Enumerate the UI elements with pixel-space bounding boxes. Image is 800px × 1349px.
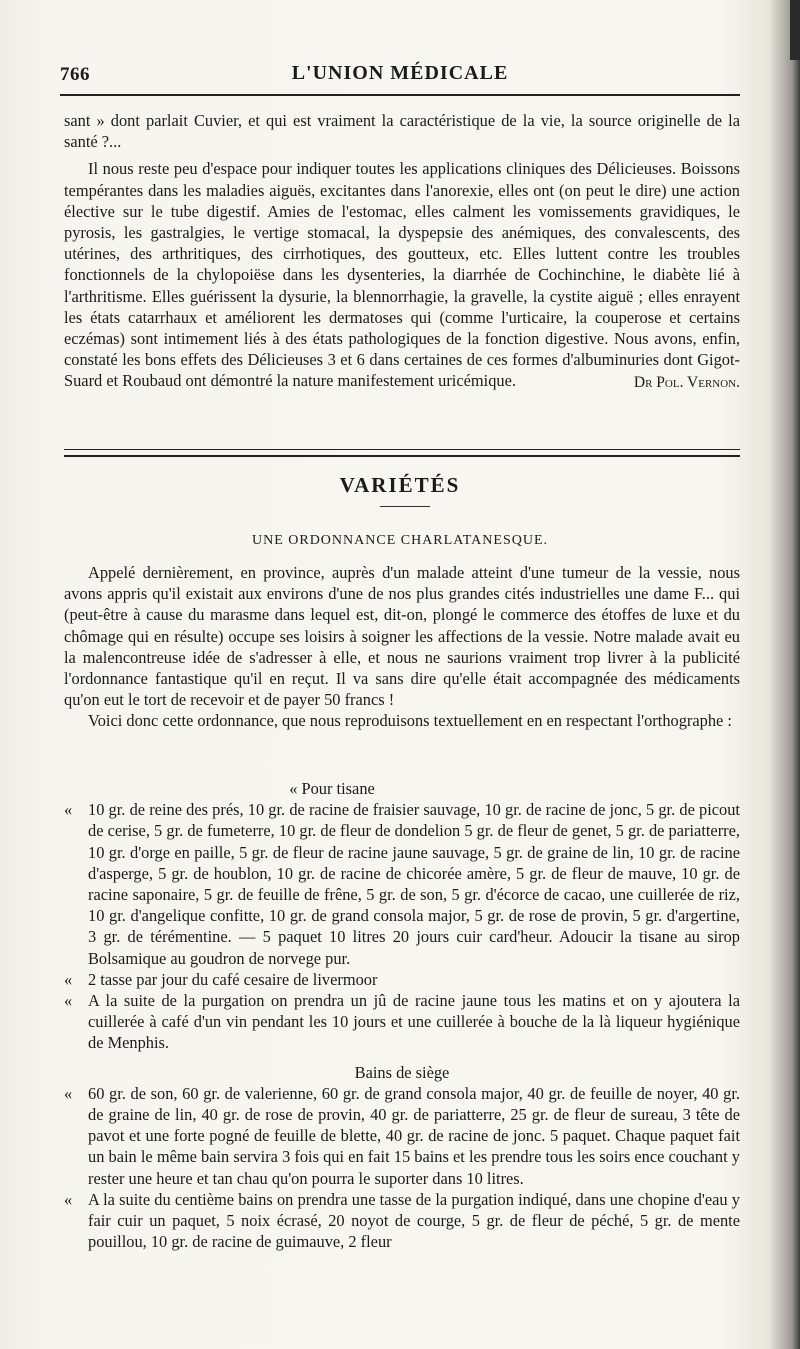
quote-mark: « [64, 969, 73, 989]
header-rule [60, 94, 740, 96]
previous-article-paragraph-2: Il nous reste peu d'espace pour indiquer toutes les applications cliniques des Délicieuses. Boissons tempérantes dans les maladies aiguës, excitantes dans l'anorexie, elles ont (on peut le dire) une action élective sur le tube digestif. Amies de l'estomac, elles calment les vomissements gravidiques, le pyrosis, les gastralgies, le vertige stomacal, la dyspepsie des anémiques, des convalescents, des utérines, des arthritiques, des cirrhotiques, des goutteux, etc. Elles luttent contre les troubles fonctionnels de la chylopoiëse dans les dysenteries, la diarrhée de Cochinchine, le diabète lié à l'arthritisme. Elles guérissent la dysurie, la blennorrhagie, la gravelle, la cystite aiguë ; elles enrayent les états catarrhaux et améliorent les dermatoses qui (comme l'urticaire, la couperose et certains eczémas) sont intimement liés à des états pathologiques de la fonction digestive. Nous avons, enfin, constaté les bons effets des Délicieuses 3 et 6 dans certaines de ces formes d'albuminuries dont Gigot-Suard et Roubaud ont démontré la nature manifestement uricémique. [64, 159, 740, 391]
article-paragraph-2: Voici donc cette ordonnance, que nous reproduisons textuellement en en respectant l'orthographe : [88, 711, 732, 731]
quote-mark: « [64, 1083, 73, 1103]
heading-tisane: « Pour tisane [289, 779, 375, 798]
quote-mark: « [64, 800, 73, 820]
section-divider [64, 449, 740, 457]
article-title: UNE ORDONNANCE CHARLATANESQUE. [251, 533, 549, 548]
running-head: L'UNION MÉDICALE [291, 62, 509, 84]
purgation-content: A la suite de la purgation on prendra un jû de racine jaune tous les matins et on y ajoutera la cuillerée à café d'un vin pendant les 10 jours et une cuillerée à bouche de la là liqueur hygiénique de Menphis. [88, 991, 740, 1053]
heading-bains: Bains de siège [354, 1062, 450, 1082]
centieme-content: A la suite du centième bains on prendra une tasse de la purgation indiqué, dans une chopine d'eau y fair cuir un paquet, 5 noix écrasé, 20 noyot de courge, 5 gr. de fleur de péché, 5 gr. de mente pouillou, 10 gr. de racine de guimauve, 2 fleur [88, 1189, 740, 1252]
previous-article-paragraph-1: sant » dont parlait Cuvier, et qui est vraiment la caractéristique de la vie, la source originelle de la santé ?... [64, 111, 740, 152]
cafe-content: 2 tasse par jour du café cesaire de livermoor [88, 969, 378, 989]
tisane-content: 10 gr. de reine des prés, 10 gr. de racine de fraisier sauvage, 10 gr. de racine de jonc, 5 gr. de picout de cerise, 5 gr. de fumeterre, 10 gr. de fleur de dondelion 5 gr. de fleur de genet, 5 gr. de pariatterre, 10 gr. d'orge en paille, 5 gr. de fleur de racine jaune sauvage, 5 gr. de graine de lin, 10 gr. de racine d'asperge, 5 gr. de houblon, 10 gr. de racine de chicorée amère, 5 gr. de fleur de mauve, 10 gr. de racine saponaire, 5 gr. de feuille de frêne, 5 gr. de son, 5 gr. d'écorce de cacao, une cuillerée de riz, 10 gr. d'angelique confitte, 10 gr. de grand consola major, 5 gr. de rose de provin, 5 gr. d'argertine, 3 gr. de térémentine. — 5 paquet 10 litres 20 jours cuir card'heur. Adoucir la tisane au sirop Bolsamique au goudron de norvege pur. [88, 800, 740, 968]
quote-mark: « [64, 1189, 73, 1209]
cafe-text [64, 969, 740, 990]
title-underline [380, 506, 430, 507]
prescription [64, 778, 740, 1252]
signature: Dr Pol. Vernon. [633, 373, 740, 391]
tisane-text [64, 799, 740, 969]
page-number: 766 [60, 64, 90, 85]
section-title: VARIÉTÉS [339, 473, 461, 497]
previous-article [64, 110, 740, 393]
bains-text [64, 1083, 740, 1189]
article-body [64, 562, 740, 732]
page-edge-shadow [790, 0, 800, 60]
article-paragraph-1: Appelé dernièrement, en province, auprès d'un malade atteint d'une tumeur de la vessie, nous avons appris qu'il existait aux environs d'une de nos plus grandes cités industrielles une dame F... qui (peut-être à cause du marasme dans lequel est, dit-on, plongé le commerce des étoffes de luxe et du chômage qui en résulte) occupe ses loisirs à soigner les affections de la vessie. Notre malade avait eu la malencontreuse idée de s'adresser à elle, et nous ne saurions vraiment trop livrer à la publicité l'ordonnance fantastique qu'il en reçut. Il va sans dire qu'elle était accompagnée des médicaments qu'on eut le tort de recevoir et de payer 50 francs ! [64, 563, 740, 710]
bains-content: 60 gr. de son, 60 gr. de valerienne, 60 gr. de grand consola major, 40 gr. de feuille de noyer, 40 gr. de graine de lin, 40 gr. de rose de provin, 40 gr. de pariatterre, 25 gr. de fleur de sureau, 3 tête de pavot et une forte pogné de feuille de blette, 40 gr. de racine de jonc. 5 paquet. Chaque paquet fait un bain le même bain servira 3 fois qui en fait 15 bains et les prendre tous les soirs ence couchant y rester une heure et tan chau qu'on pourra le suporter dans 10 litres. [88, 1083, 740, 1188]
centieme-text [64, 1189, 740, 1253]
purgation-text [64, 990, 740, 1054]
page-header [60, 60, 740, 90]
quote-mark: « [64, 991, 73, 1011]
